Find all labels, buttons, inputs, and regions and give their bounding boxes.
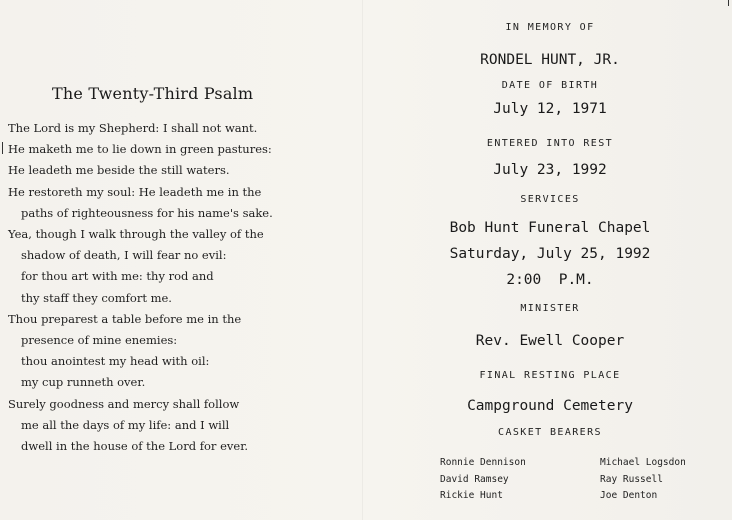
- psalm-line: He restoreth my soul: He leadeth me in the: [8, 184, 262, 199]
- psalm-line: me all the days of my life: and I will: [21, 417, 230, 432]
- psalm-title: The Twenty-Third Psalm: [52, 84, 254, 103]
- bearer-name: Michael Logsdon: [600, 457, 686, 468]
- page-fold-divider: [362, 0, 363, 520]
- psalm-line: He leadeth me beside the still waters.: [8, 163, 230, 178]
- birth-date: July 12, 1971: [493, 101, 607, 117]
- psalm-line: The Lord is my Shepherd: I shall not want.: [8, 121, 258, 135]
- minister-label: MINISTER: [520, 303, 580, 314]
- psalm-line: thy staff they comfort me.: [21, 290, 172, 305]
- rest-label: ENTERED INTO REST: [486, 138, 614, 149]
- bearer-name: Ronnie Dennison: [440, 457, 526, 468]
- psalm-line: for thou art with me: thy rod and: [21, 269, 214, 284]
- psalm-line: Surely goodness and mercy shall follow: [8, 396, 240, 411]
- in-memory-label: IN MEMORY OF: [505, 22, 595, 33]
- corner-mark: [728, 0, 729, 6]
- bearers-right-column: [600, 455, 686, 505]
- psalm-line: my cup runneth over.: [21, 375, 146, 390]
- bearer-name: Rickie Hunt: [440, 490, 503, 501]
- psalm-line: He maketh me to lie down in green pastures:: [8, 142, 272, 157]
- deceased-name: RONDEL HUNT, JR.: [480, 52, 620, 68]
- psalm-line: presence of mine enemies:: [21, 333, 178, 348]
- bearer-name: David Ramsey: [440, 473, 509, 485]
- services-date: Saturday, July 25, 1992: [449, 246, 651, 262]
- psalm-line: dwell in the house of the Lord for ever.: [21, 439, 249, 454]
- psalm-line: Thou preparest a table before me in the: [8, 311, 242, 326]
- resting-place: Campground Cemetery: [467, 398, 633, 414]
- psalm-line: paths of righteousness for his name's sake.: [21, 205, 273, 220]
- bearer-name: Joe Denton: [600, 490, 658, 501]
- bearer-name: Ray Russell: [600, 473, 663, 485]
- psalm-line: thou anointest my head with oil:: [21, 354, 210, 369]
- psalm-text: [8, 118, 353, 457]
- bearers-left-column: [440, 455, 526, 505]
- birth-label: DATE OF BIRTH: [501, 80, 599, 91]
- casket-bearers-label: CASKET BEARERS: [498, 427, 602, 438]
- margin-mark: [2, 142, 3, 154]
- rest-date: July 23, 1992: [493, 162, 607, 178]
- services-place: Bob Hunt Funeral Chapel: [449, 220, 651, 236]
- minister-name: Rev. Ewell Cooper: [475, 333, 625, 349]
- services-label: SERVICES: [520, 194, 580, 205]
- psalm-line: shadow of death, I will fear no evil:: [21, 248, 227, 263]
- resting-place-label: FINAL RESTING PLACE: [479, 370, 621, 381]
- services-time: 2:00 P.M.: [506, 272, 594, 288]
- psalm-line: Yea, though I walk through the valley of the: [8, 227, 264, 242]
